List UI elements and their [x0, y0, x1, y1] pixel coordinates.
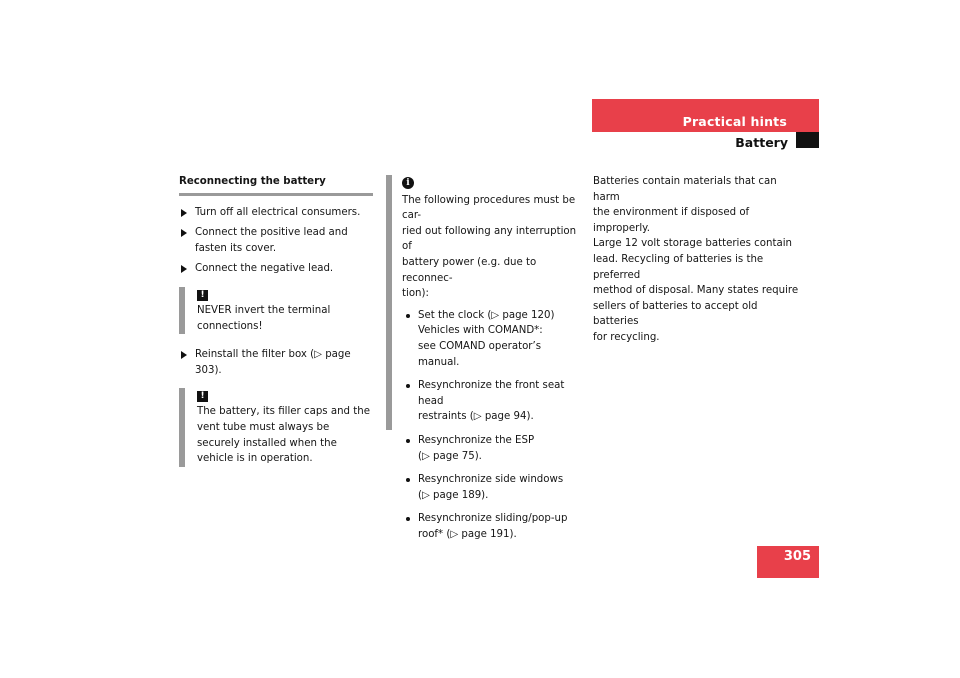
bullet-icon	[406, 384, 410, 388]
warning-text: The battery, its filler caps and the vent tube must always be securely installed when the vehicle is in operation.	[197, 406, 370, 465]
body-text-line: for recycling.	[593, 331, 660, 343]
exclamation-icon: !	[197, 290, 208, 301]
arrow-icon	[181, 265, 187, 273]
info-icon: i	[402, 177, 414, 189]
info-list-item: Resynchronize sliding/pop-up roof* (▷ page 191).	[402, 511, 578, 542]
info-list-item: Set the clock (▷ page 120) Vehicles with COMAND*: see COMAND operator’s manual.	[402, 308, 578, 370]
left-column	[179, 174, 373, 480]
bullet-icon	[406, 439, 410, 443]
info-bar	[386, 175, 392, 430]
page-number-badge	[757, 546, 819, 578]
arrow-icon	[181, 209, 187, 217]
info-box	[386, 175, 577, 540]
page-number: 305	[783, 549, 811, 564]
right-column	[593, 174, 803, 346]
step-item: Reinstall the filter box (▷ page 303).	[179, 347, 373, 378]
body-text-line: the environment if disposed of improperly.	[593, 207, 750, 234]
exclamation-icon: !	[197, 391, 208, 402]
info-body	[402, 175, 578, 550]
note-bar	[179, 388, 185, 466]
step-item: Connect the negative lead.	[179, 261, 373, 277]
header-banner	[592, 99, 819, 132]
note-bar	[179, 287, 185, 334]
info-list-item: Resynchronize the ESP (▷ page 75).	[402, 433, 578, 464]
bullet-icon	[406, 478, 410, 482]
body-text-line: method of disposal. Many states require	[593, 285, 799, 297]
warning-note	[179, 388, 373, 466]
subsection-title: Battery	[735, 135, 788, 150]
info-intro: The following procedures must be car- ried out following any interruption of battery power (e.g. due to reconnec- tion):	[402, 194, 577, 300]
warning-text: NEVER invert the terminal connections!	[197, 304, 331, 332]
section-title: Practical hints	[682, 114, 787, 129]
procedure-heading: Reconnecting the battery	[179, 174, 373, 196]
bullet-icon	[406, 314, 410, 318]
body-text-line: lead. Recycling of batteries is the preferred	[593, 253, 764, 281]
header-marker	[796, 132, 819, 148]
info-list-item: Resynchronize side windows (▷ page 189).	[402, 472, 578, 503]
body-text-line: sellers of batteries to accept old batteries	[593, 300, 758, 328]
body-text-line: Batteries contain materials that can harm	[593, 176, 777, 203]
step-item: Connect the positive lead and fasten its cover.	[179, 225, 373, 256]
info-list-item: Resynchronize the front seat head restraints (▷ page 94).	[402, 378, 578, 425]
arrow-icon	[181, 351, 187, 359]
body-text-line: Large 12 volt storage batteries contain	[593, 238, 792, 250]
bullet-icon	[406, 517, 410, 521]
arrow-icon	[181, 229, 187, 237]
warning-note	[179, 287, 373, 334]
step-item: Turn off all electrical consumers.	[179, 205, 373, 221]
